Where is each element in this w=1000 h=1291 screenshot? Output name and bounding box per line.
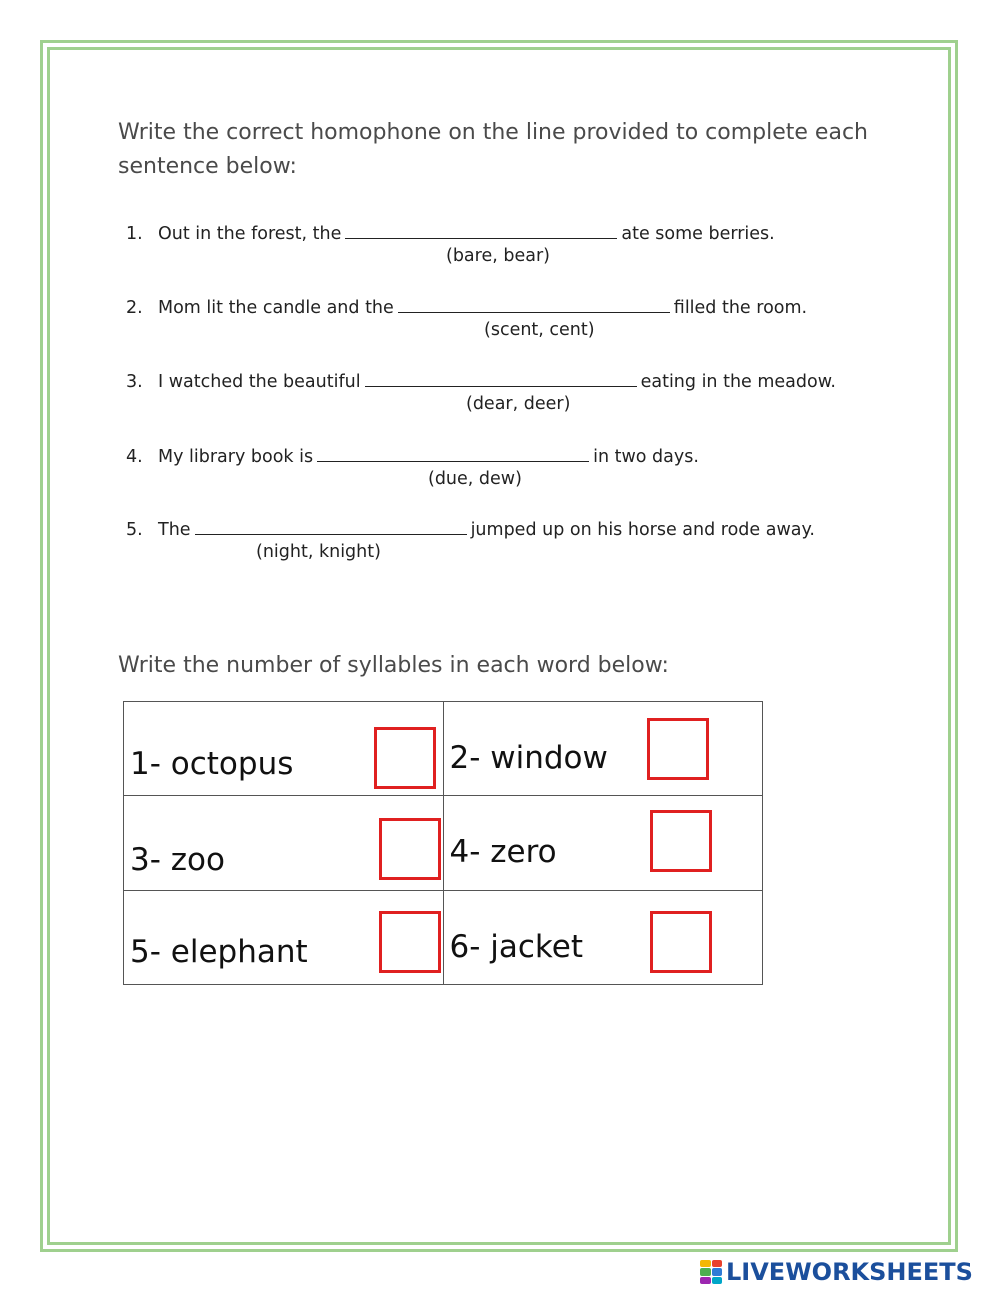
question-text-after: ate some berries. bbox=[621, 224, 775, 244]
answer-box-5[interactable] bbox=[379, 911, 441, 973]
answer-box-1[interactable] bbox=[374, 727, 436, 789]
question-5 bbox=[126, 516, 815, 540]
syllable-cell-5 bbox=[124, 890, 444, 984]
syllable-table bbox=[123, 701, 763, 985]
logo-blocks-icon bbox=[700, 1260, 722, 1284]
answer-box-6[interactable] bbox=[650, 911, 712, 973]
answer-blank-4[interactable] bbox=[317, 443, 589, 462]
syllable-cell-3 bbox=[124, 796, 444, 890]
word-label: 5- elephant bbox=[130, 933, 308, 970]
word-label: 3- zoo bbox=[130, 842, 225, 879]
question-number: 5. bbox=[126, 520, 143, 540]
answer-blank-5[interactable] bbox=[195, 516, 467, 535]
hint-2: (scent, cent) bbox=[484, 320, 595, 340]
question-text-before: My library book is bbox=[158, 447, 314, 467]
answer-box-2[interactable] bbox=[647, 718, 709, 780]
syllable-instructions: Write the number of syllables in each word below: bbox=[118, 653, 669, 678]
hint-1: (bare, bear) bbox=[446, 246, 550, 266]
syllable-cell-1 bbox=[124, 702, 444, 796]
answer-blank-3[interactable] bbox=[365, 368, 637, 387]
question-number: 3. bbox=[126, 372, 143, 392]
liveworksheets-logo bbox=[700, 1258, 973, 1286]
syllable-cell-2 bbox=[443, 702, 763, 796]
question-number: 2. bbox=[126, 298, 143, 318]
hint-5: (night, knight) bbox=[256, 542, 381, 562]
answer-blank-2[interactable] bbox=[398, 294, 670, 313]
question-text-before: Out in the forest, the bbox=[158, 224, 342, 244]
question-text-after: filled the room. bbox=[673, 298, 808, 318]
question-text-after: eating in the meadow. bbox=[640, 372, 836, 392]
question-number: 1. bbox=[126, 224, 143, 244]
question-text-before: I watched the beautiful bbox=[158, 372, 361, 392]
question-2 bbox=[126, 294, 807, 318]
word-label: 1- octopus bbox=[130, 746, 294, 782]
question-1 bbox=[126, 220, 775, 244]
answer-box-3[interactable] bbox=[379, 818, 441, 880]
syllable-cell-4 bbox=[443, 796, 763, 890]
syllable-cell-6 bbox=[443, 890, 763, 984]
homophone-instructions: Write the correct homophone on the line provided to complete each sentence below: bbox=[118, 120, 868, 179]
question-number: 4. bbox=[126, 447, 143, 467]
question-text-after: in two days. bbox=[593, 447, 699, 467]
question-text-after: jumped up on his horse and rode away. bbox=[470, 520, 815, 540]
hint-3: (dear, deer) bbox=[466, 394, 571, 414]
question-text-before: Mom lit the candle and the bbox=[158, 298, 394, 318]
word-label: 4- zero bbox=[449, 834, 557, 871]
question-3 bbox=[126, 368, 836, 392]
answer-blank-1[interactable] bbox=[345, 220, 617, 239]
question-4 bbox=[126, 443, 699, 467]
word-label: 6- jacket bbox=[449, 928, 583, 965]
hint-4: (due, dew) bbox=[428, 469, 522, 489]
word-label: 2- window bbox=[449, 740, 608, 776]
logo-text: LIVEWORKSHEETS bbox=[726, 1258, 973, 1286]
answer-box-4[interactable] bbox=[650, 810, 712, 872]
question-text-before: The bbox=[158, 520, 191, 540]
